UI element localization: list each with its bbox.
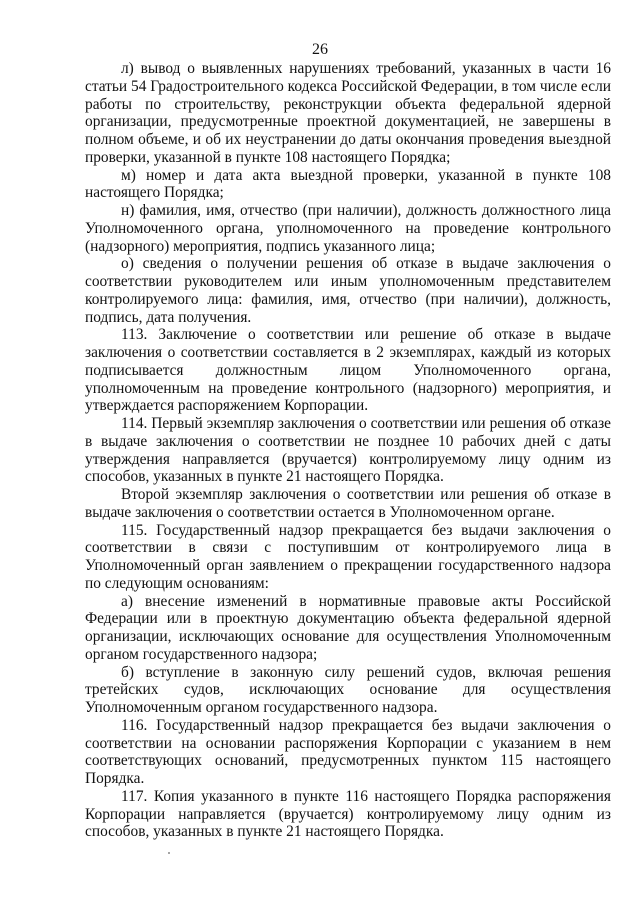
paragraph-114: 114. Первый экземпляр заключения о соответствии или решения об отказе в выдаче заключения о соответствии не позднее 10 рабочих дней с даты утверждения направляется (вручается) контролируемому лицу одним из способов, указанных в пункте 21 настоящего Порядка. — [85, 415, 611, 486]
paragraph-l: л) вывод о выявленных нарушениях требований, указанных в части 16 статьи 54 Градостроительного кодекса Российской Федерации, в том числе если работы по строительству, реконструкции объекта федеральной ядерной организации, предусмотренные проектной документацией, не завершены в полном объеме, и об их неустранении до даты окончания проведения выездной проверки, указанной в пункте 108 настоящего Порядка; — [85, 60, 611, 166]
paragraph-115-b: б) вступление в законную силу решений судов, включая решения третейских судов, исключающих основание для осуществления Уполномоченным органом государственного надзора. — [85, 663, 611, 716]
paragraph-113: 113. Заключение о соответствии или решение об отказе в выдаче заключения о соответствии составляется в 2 экземплярах, каждый из которых подписывается должностным лицом Уполномоченного органа, уполномоченным на проведение контрольного (надзорного) мероприятия, и утверждается распоряжением Корпорации. — [85, 326, 611, 415]
page-number: 26 — [312, 41, 328, 58]
paragraph-114-second-copy: Второй экземпляр заключения о соответствии или решения об отказе в выдаче заключения о соответствии остается в Уполномоченном органе. — [85, 486, 611, 521]
paragraph-115-a: а) внесение изменений в нормативные правовые акты Российской Федерации или в проектную документацию объекта федеральной ядерной организации, исключающих основание для осуществления Уполномоченным органом государственного надзора; — [85, 592, 611, 663]
paragraph-n: н) фамилия, имя, отчество (при наличии), должность должностного лица Уполномоченного органа, уполномоченного на проведение контрольного (надзорного) мероприятия, подпись указанного лица; — [85, 202, 611, 255]
document-body — [85, 60, 611, 841]
paragraph-m: м) номер и дата акта выездной проверки, указанной в пункте 108 настоящего Порядка; — [85, 166, 611, 202]
paragraph-116: 116. Государственный надзор прекращается без выдачи заключения о соответствии на основании распоряжения Корпорации с указанием в нем соответствующих оснований, предусмотренных пунктом 115 настоящего Порядка. — [85, 716, 611, 787]
paragraph-o: о) сведения о получении решения об отказе в выдаче заключения о соответствии руководителем или иным уполномоченным представителем контролируемого лица: фамилия, имя, отчество (при наличии), должность, подпись, дата получения. — [85, 255, 611, 326]
paragraph-115: 115. Государственный надзор прекращается без выдачи заключения о соответствии в связи с поступившим от контролируемого лица в Уполномоченный орган заявлением о прекращении государственного надзора по следующим основаниям: — [85, 521, 611, 592]
scan-speck — [168, 852, 170, 854]
paragraph-117: 117. Копия указанного в пункте 116 настоящего Порядка распоряжения Корпорации направляется (вручается) контролируемому лицу одним из способов, указанных в пункте 21 настоящего Порядка. — [85, 787, 611, 841]
